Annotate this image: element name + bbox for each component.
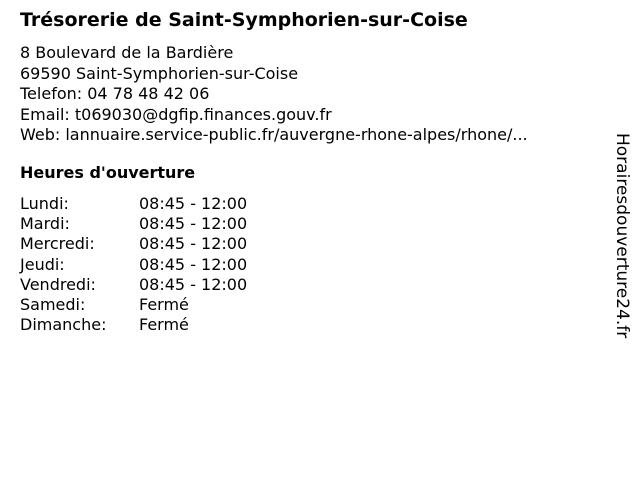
time-value: Fermé	[139, 315, 189, 335]
phone-line: Telefon: 04 78 48 42 06	[20, 84, 210, 103]
opening-hours-heading: Heures d'ouverture	[20, 163, 196, 182]
day-label: Jeudi:	[20, 254, 65, 274]
address-line-2: 69590 Saint-Symphorien-sur-Coise	[20, 63, 299, 83]
day-label: Mercredi:	[20, 234, 95, 254]
web-line: Web: lannuaire.service-public.fr/auvergne-rhone-alpes/rhone/...	[20, 125, 528, 144]
time-value: 08:45 - 12:00	[139, 274, 248, 294]
day-label: Dimanche:	[20, 315, 107, 335]
time-value: 08:45 - 12:00	[139, 214, 248, 234]
email-line: Email: t069030@dgfip.finances.gouv.fr	[20, 104, 332, 124]
time-value: 08:45 - 12:00	[139, 254, 248, 274]
day-label: Lundi:	[20, 194, 69, 213]
address-line-1: 8 Boulevard de la Bardière	[20, 43, 234, 62]
time-value: 08:45 - 12:00	[139, 194, 248, 213]
contact-info	[20, 43, 528, 146]
page-title: Trésorerie de Saint-Symphorien-sur-Coise	[20, 9, 468, 31]
time-value: Fermé	[139, 294, 189, 314]
site-watermark: Horairesdouverture24.fr	[612, 133, 632, 339]
day-label: Samedi:	[20, 294, 86, 314]
day-label: Vendredi:	[20, 274, 96, 294]
time-value: 08:45 - 12:00	[139, 234, 248, 254]
day-label: Mardi:	[20, 214, 70, 234]
